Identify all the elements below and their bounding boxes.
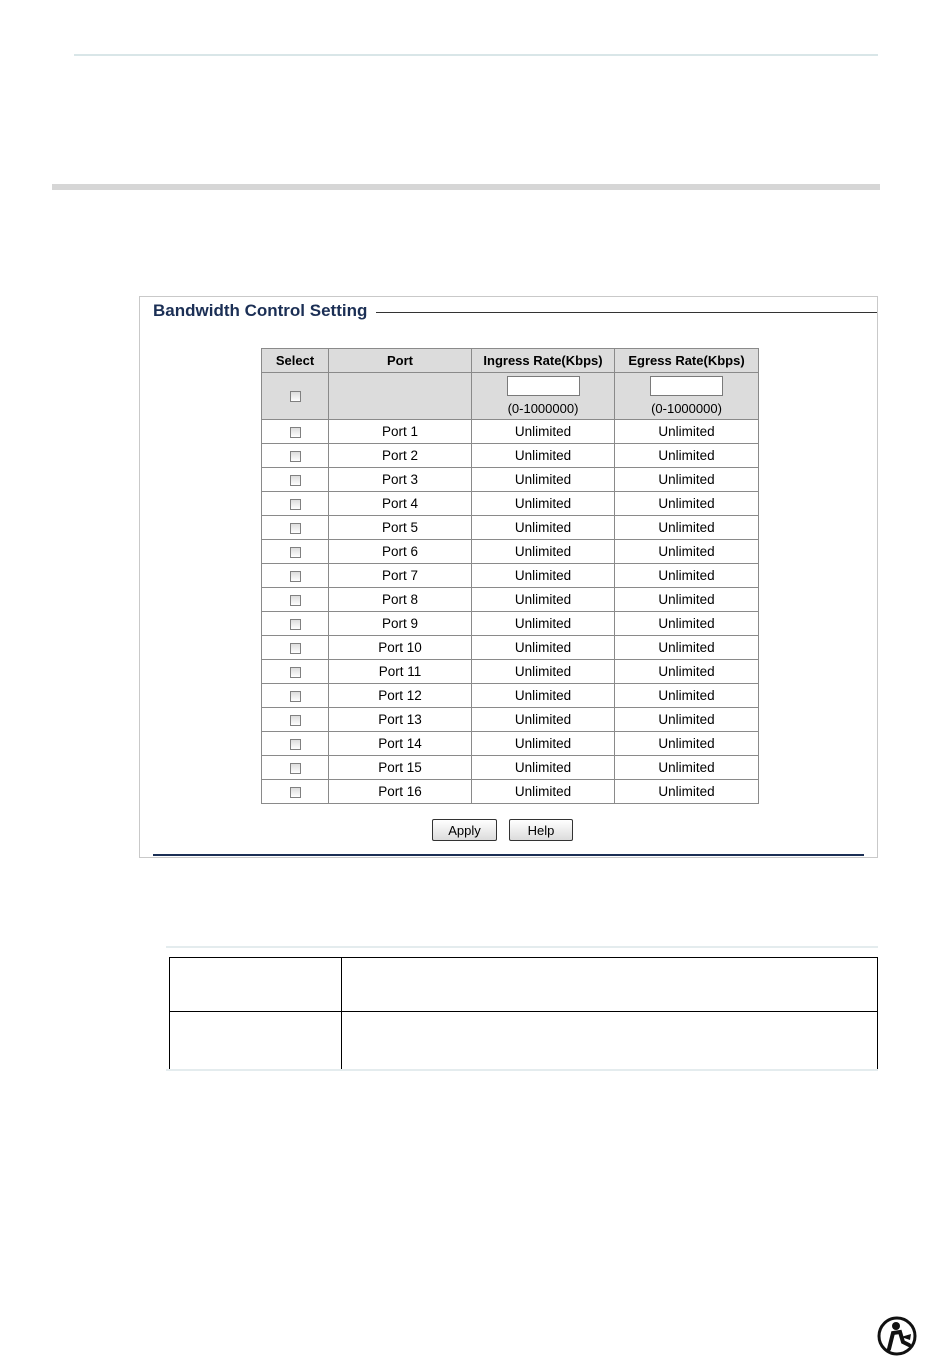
egress-cell: Unlimited <box>615 588 759 612</box>
row-checkbox[interactable] <box>290 691 301 702</box>
port-cell: Port 8 <box>329 588 472 612</box>
egress-cell: Unlimited <box>615 540 759 564</box>
table-row <box>262 732 759 756</box>
help-button[interactable]: Help <box>509 819 573 841</box>
port-cell: Port 16 <box>329 780 472 804</box>
row-checkbox[interactable] <box>290 787 301 798</box>
panel-bottom-rule <box>153 854 864 856</box>
row-checkbox[interactable] <box>290 571 301 582</box>
row-checkbox[interactable] <box>290 547 301 558</box>
row-select-cell <box>262 684 329 708</box>
ingress-cell: Unlimited <box>472 636 615 660</box>
port-cell: Port 15 <box>329 756 472 780</box>
row-select-cell <box>262 468 329 492</box>
global-port-cell <box>329 373 472 420</box>
egress-cell: Unlimited <box>615 420 759 444</box>
egress-cell: Unlimited <box>615 468 759 492</box>
header-port: Port <box>329 349 472 373</box>
table-row <box>262 420 759 444</box>
port-cell: Port 1 <box>329 420 472 444</box>
egress-cell: Unlimited <box>615 708 759 732</box>
egress-cell: Unlimited <box>615 492 759 516</box>
table-row <box>262 780 759 804</box>
ingress-cell: Unlimited <box>472 444 615 468</box>
row-select-cell <box>262 420 329 444</box>
row-select-cell <box>262 564 329 588</box>
section-divider <box>52 184 880 190</box>
table-row <box>262 660 759 684</box>
header-egress: Egress Rate(Kbps) <box>615 349 759 373</box>
row-select-cell <box>262 780 329 804</box>
row-select-cell <box>262 660 329 684</box>
table-row <box>262 540 759 564</box>
row-select-cell <box>262 444 329 468</box>
panel-title: Bandwidth Control Setting <box>153 301 368 320</box>
ingress-cell: Unlimited <box>472 780 615 804</box>
ingress-cell: Unlimited <box>472 756 615 780</box>
row-checkbox[interactable] <box>290 643 301 654</box>
ingress-cell: Unlimited <box>472 540 615 564</box>
table-row <box>262 756 759 780</box>
table-row <box>262 564 759 588</box>
table-row <box>262 708 759 732</box>
egress-cell: Unlimited <box>615 516 759 540</box>
description-row <box>170 1012 878 1070</box>
ingress-cell: Unlimited <box>472 492 615 516</box>
row-checkbox[interactable] <box>290 667 301 678</box>
table-row <box>262 468 759 492</box>
row-select-cell <box>262 732 329 756</box>
ingress-cell: Unlimited <box>472 684 615 708</box>
table-row <box>262 588 759 612</box>
ingress-cell: Unlimited <box>472 516 615 540</box>
row-select-cell <box>262 708 329 732</box>
port-cell: Port 13 <box>329 708 472 732</box>
port-cell: Port 4 <box>329 492 472 516</box>
row-select-cell <box>262 636 329 660</box>
port-cell: Port 6 <box>329 540 472 564</box>
egress-rate-input[interactable] <box>650 376 723 396</box>
row-checkbox[interactable] <box>290 427 301 438</box>
bandwidth-control-panel <box>139 296 878 858</box>
person-reading-logo-icon <box>876 1315 918 1357</box>
apply-button[interactable]: Apply <box>432 819 497 841</box>
ingress-cell: Unlimited <box>472 468 615 492</box>
egress-cell: Unlimited <box>615 612 759 636</box>
table-row <box>262 612 759 636</box>
port-cell: Port 2 <box>329 444 472 468</box>
row-select-cell <box>262 756 329 780</box>
ingress-range-label: (0-1000000) <box>507 401 579 416</box>
egress-range-label: (0-1000000) <box>651 401 722 416</box>
row-select-cell <box>262 612 329 636</box>
global-settings-row <box>262 373 759 420</box>
row-checkbox[interactable] <box>290 523 301 534</box>
row-checkbox[interactable] <box>290 739 301 750</box>
ingress-cell: Unlimited <box>472 612 615 636</box>
row-checkbox[interactable] <box>290 499 301 510</box>
table-row <box>262 444 759 468</box>
global-select-cell <box>262 373 329 420</box>
ingress-rate-input[interactable] <box>507 376 580 396</box>
table-row <box>262 636 759 660</box>
table-row <box>262 516 759 540</box>
port-cell: Port 12 <box>329 684 472 708</box>
port-cell: Port 3 <box>329 468 472 492</box>
select-all-checkbox[interactable] <box>290 391 301 402</box>
description-value-cell <box>342 958 878 1012</box>
global-egress-cell <box>615 373 759 420</box>
ingress-cell: Unlimited <box>472 420 615 444</box>
egress-cell: Unlimited <box>615 756 759 780</box>
row-select-cell <box>262 516 329 540</box>
row-select-cell <box>262 492 329 516</box>
description-row <box>170 958 878 1012</box>
header-ingress: Ingress Rate(Kbps) <box>472 349 615 373</box>
bandwidth-table <box>261 348 759 804</box>
row-checkbox[interactable] <box>290 715 301 726</box>
egress-cell: Unlimited <box>615 444 759 468</box>
ingress-cell: Unlimited <box>472 732 615 756</box>
ingress-cell: Unlimited <box>472 708 615 732</box>
egress-cell: Unlimited <box>615 732 759 756</box>
row-checkbox[interactable] <box>290 451 301 462</box>
port-cell: Port 14 <box>329 732 472 756</box>
table-row <box>262 684 759 708</box>
table-row <box>262 492 759 516</box>
header-select: Select <box>262 349 329 373</box>
egress-cell: Unlimited <box>615 780 759 804</box>
global-ingress-cell <box>472 373 615 420</box>
row-checkbox[interactable] <box>290 595 301 606</box>
description-table <box>169 957 878 1070</box>
description-bottom-rule <box>166 1069 878 1071</box>
description-top-rule <box>166 946 878 948</box>
port-cell: Port 11 <box>329 660 472 684</box>
description-value-cell <box>342 1012 878 1070</box>
ingress-cell: Unlimited <box>472 588 615 612</box>
description-key-cell <box>170 958 342 1012</box>
row-select-cell <box>262 588 329 612</box>
top-divider <box>74 54 878 56</box>
panel-title-rule <box>376 312 877 313</box>
egress-cell: Unlimited <box>615 684 759 708</box>
ingress-cell: Unlimited <box>472 564 615 588</box>
port-cell: Port 10 <box>329 636 472 660</box>
egress-cell: Unlimited <box>615 636 759 660</box>
description-key-cell <box>170 1012 342 1070</box>
port-cell: Port 9 <box>329 612 472 636</box>
row-checkbox[interactable] <box>290 763 301 774</box>
egress-cell: Unlimited <box>615 660 759 684</box>
ingress-cell: Unlimited <box>472 660 615 684</box>
egress-cell: Unlimited <box>615 564 759 588</box>
port-cell: Port 5 <box>329 516 472 540</box>
row-checkbox[interactable] <box>290 619 301 630</box>
row-select-cell <box>262 540 329 564</box>
port-cell: Port 7 <box>329 564 472 588</box>
row-checkbox[interactable] <box>290 475 301 486</box>
